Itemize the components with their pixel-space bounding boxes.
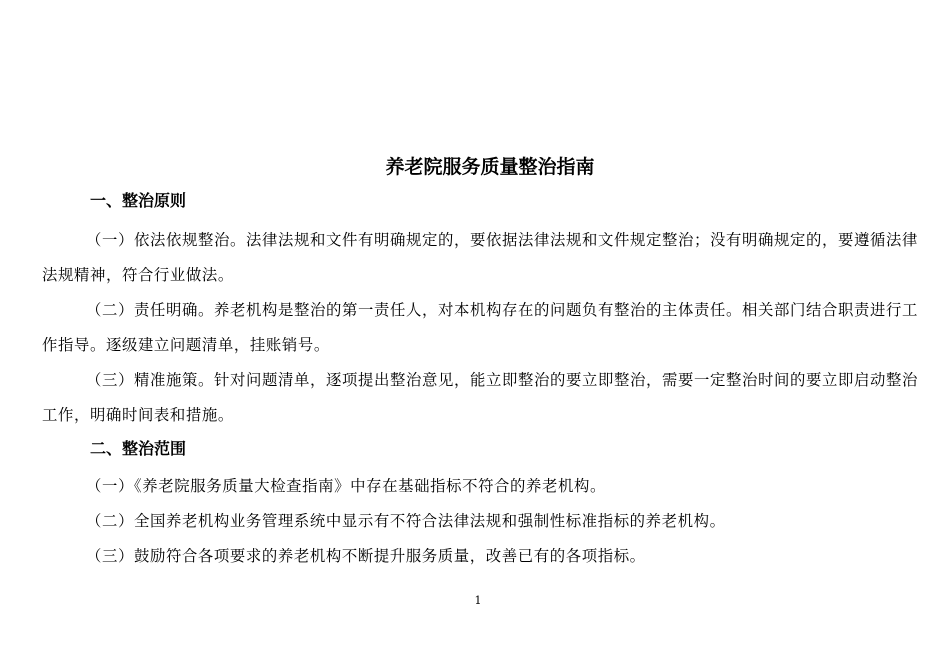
- document-title: 养老院服务质量整治指南: [385, 156, 595, 178]
- page-number: 1: [474, 594, 482, 607]
- paragraph-scope-2: （二）全国养老机构业务管理系统中显示有不符合法律法规和强制性标准指标的养老机构。: [86, 512, 726, 530]
- section-heading-scope: 二、整治范围: [90, 439, 187, 458]
- section-heading-principles: 一、整治原则: [90, 191, 187, 210]
- paragraph-scope-3: （三）鼓励符合各项要求的养老机构不断提升服务质量，改善已有的各项指标。: [86, 547, 646, 565]
- paragraph-principle-2: （二）责任明确。养老机构是整治的第一责任人，对本机构存在的问题负有整治的主体责任。相关部门结合职责进行工作指导。逐级建立问题清单，挂账销号。: [42, 301, 918, 354]
- paragraph-principle-1: （一）依法依规整治。法律法规和文件有明确规定的，要依据法律法规和文件规定整治；没有明确规定的，要遵循法律法规精神，符合行业做法。: [42, 231, 918, 284]
- paragraph-principle-3: （三）精准施策。针对问题清单，逐项提出整治意见，能立即整治的要立即整治，需要一定整治时间的要立即启动整治工作，明确时间表和措施。: [42, 371, 918, 424]
- paragraph-scope-1: （一）《养老院服务质量大检查指南》中存在基础指标不符合的养老机构。: [86, 477, 606, 495]
